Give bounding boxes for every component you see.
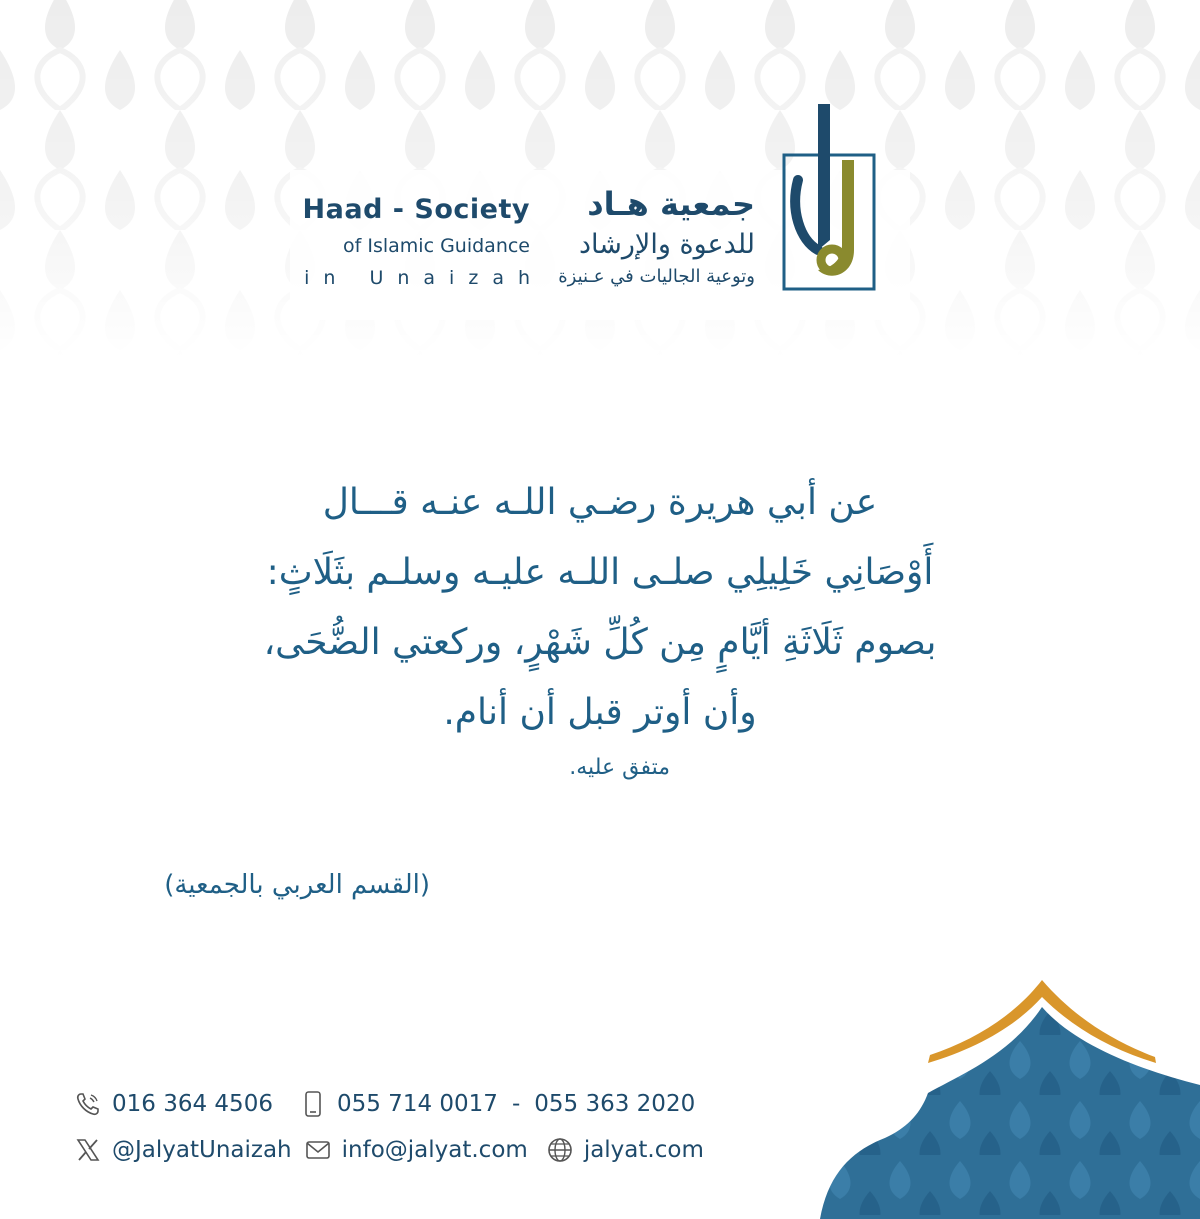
contact-row-online (74, 1136, 704, 1164)
phone-icon (74, 1090, 102, 1118)
logo-en-title: Haad - Society (302, 194, 530, 225)
logo-en-subtitle: of Islamic Guidance (343, 235, 530, 257)
phone-separator: - (511, 1091, 521, 1117)
twitter-handle[interactable]: @JalyatUnaizah (112, 1137, 292, 1163)
mail-icon (304, 1136, 332, 1164)
mobile-number-2[interactable]: 055 363 2020 (534, 1091, 696, 1117)
logo-en-location: in Unaizah (304, 267, 544, 289)
hadith-line-1: عن أبي هريرة رضـي اللـه عنـه قـــال (322, 482, 878, 523)
hadith-source: متفق عليه. (569, 755, 670, 780)
contact-row-phones (74, 1090, 695, 1118)
x-icon (74, 1136, 102, 1164)
globe-icon (546, 1136, 574, 1164)
website-link[interactable]: jalyat.com (583, 1137, 704, 1163)
logo-arabic-text (540, 182, 755, 290)
dome-decoration (810, 975, 1200, 1219)
logo-english-text (300, 190, 544, 294)
mobile-icon (299, 1090, 327, 1118)
hadith-line-3: بصوم ثَلَاثَةِ أيَّامٍ مِن كُلِّ شَهْرٍ، وركعتي الضُّحَى، (263, 622, 937, 663)
logo-ar-subtitle: للدعوة والإرشاد (579, 229, 755, 260)
hadith-line-2: أَوْصَانِي خَلِيلِي صلـى اللـه عليـه وسلـم بثَلَاثٍ: (266, 552, 934, 593)
email-address[interactable]: info@jalyat.com (341, 1137, 528, 1163)
hadith-text (150, 468, 1050, 748)
logo-ar-location: وتوعية الجاليات في عـنيزة (558, 266, 755, 287)
background-pattern (0, 0, 1200, 360)
hadith-line-4: وأن أوتر قبل أن أنام. (443, 692, 757, 733)
phone-number[interactable]: 016 364 4506 (112, 1091, 273, 1117)
logo-ar-title: جمعية هـاد (587, 185, 755, 223)
haad-logo-icon (770, 100, 880, 295)
mobile-number-1[interactable]: 055 714 0017 (336, 1091, 498, 1117)
department-label: (القسم العربي بالجمعية) (164, 870, 430, 900)
